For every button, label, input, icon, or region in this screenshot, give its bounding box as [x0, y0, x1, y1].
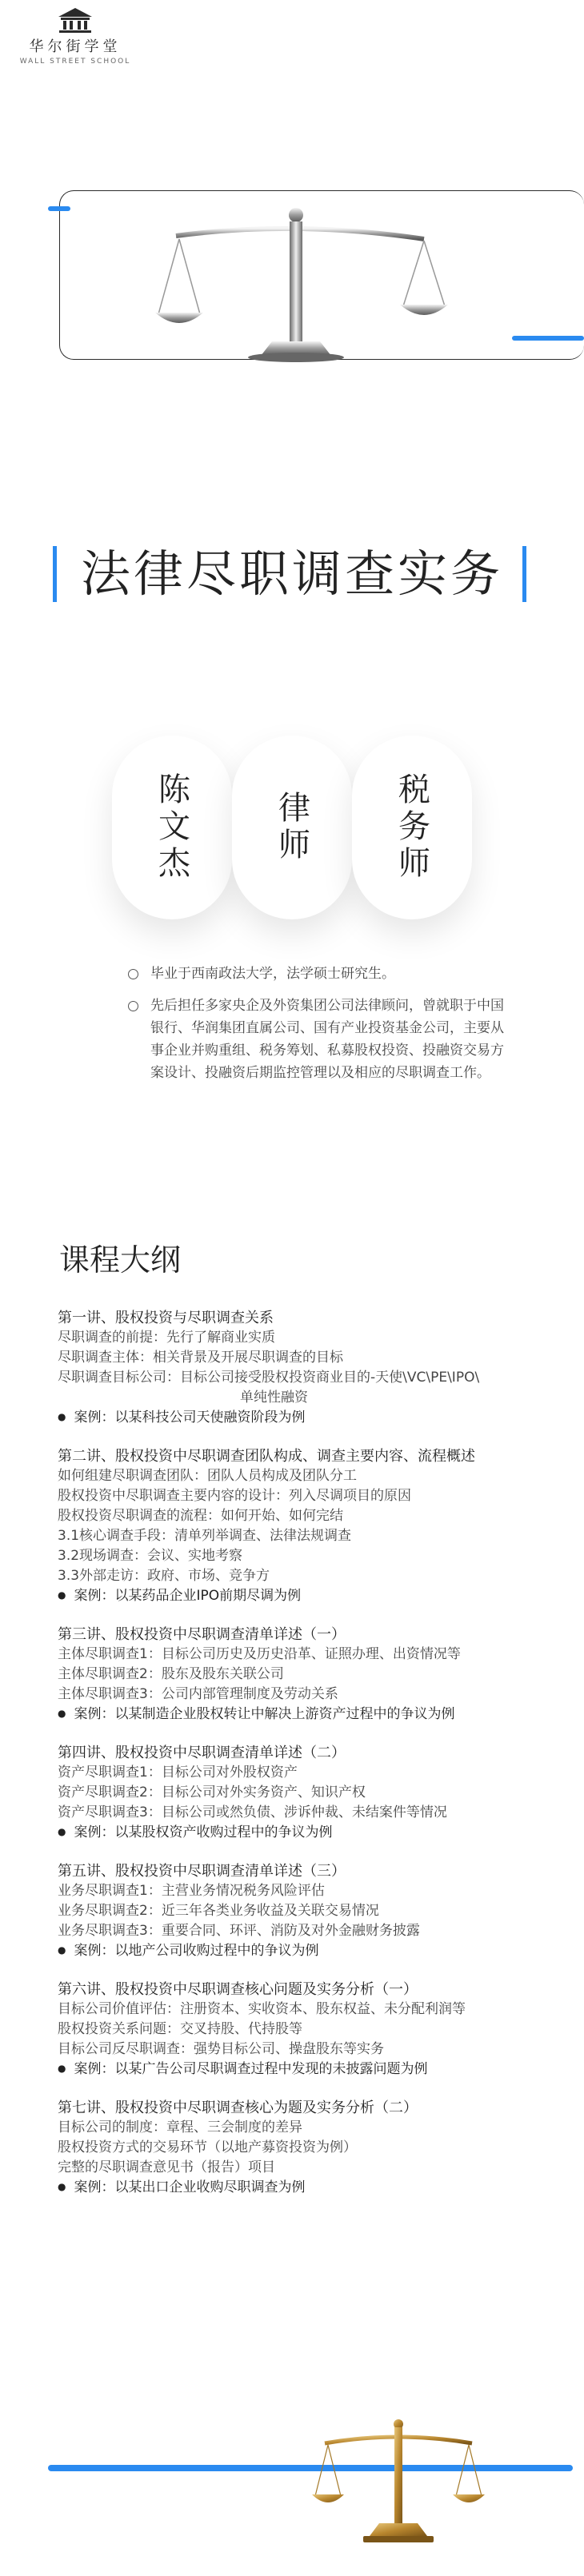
outline-section: [58, 1446, 538, 1607]
section-line: 如何组建尽职调查团队：团队人员构成及团队分工: [58, 1468, 357, 1484]
section-case: ● 案例：以某广告公司尽职调查过程中发现的未披露问题为例: [58, 2060, 538, 2080]
logo-name-en: WALL STREET SCHOOL: [19, 58, 131, 66]
lecturer-role2-card: [352, 736, 472, 919]
section-line: 业务尽职调查3：重要合同、环评、消防及对外金融财务披露: [58, 1923, 420, 1939]
section-line: 业务尽职调查1：主营业务情况税务风险评估: [58, 1883, 325, 1899]
section-line: 目标公司反尽职调查：强势目标公司、操盘股东等实务: [58, 2041, 384, 2057]
golden-scale-icon: [310, 2416, 486, 2544]
section-case: ● 案例：以某出口企业收购尽职调查为例: [58, 2178, 538, 2199]
bio-item: 先后担任多家央企及外资集团公司法律顾问，曾就职于中国银行、华润集团直属公司、国有产业投资基金公司，主要从事企业并购重组、税务筹划、私募股权投资、投融资交易方案设计、投融资后期监控管理以及相应的尽职调查工作。: [128, 995, 512, 1084]
section-line: 目标公司价值评估：注册资本、实收资本、股东权益、未分配利润等: [58, 2001, 466, 2017]
lecturer-role-card: [232, 736, 352, 919]
circle-bullet-icon: [128, 1001, 138, 1011]
justice-scale-icon: [152, 204, 464, 364]
section-line: 主体尽职调查3：公司内部管理制度及劳动关系: [58, 1686, 338, 1702]
section-title: 第七讲、股权投资中尽职调查核心为题及实务分析（二）: [58, 2099, 418, 2116]
title-bar-left: [53, 546, 57, 602]
logo-name-zh: 华尔街学堂: [29, 38, 122, 55]
section-case: ● 案例：以某制造企业股权转让中解决上游资产过程中的争议为例: [58, 1705, 538, 1725]
outline-section: [58, 1980, 538, 2080]
section-line: 3.1核心调查手段：清单列举调查、法律法规调查: [58, 1528, 352, 1544]
section-line: 主体尽职调查2：股东及股东关联公司: [58, 1666, 284, 1682]
section-title: 第五讲、股权投资中尽职调查清单详述（三）: [58, 1863, 346, 1880]
section-line: 股权投资尽职调查的流程：如何开始、如何完结: [58, 1508, 343, 1524]
outline-title: 课程大纲: [59, 1242, 182, 1278]
section-title: 第三讲、股权投资中尽职调查清单详述（一）: [58, 1626, 346, 1643]
section-line: 完整的尽职调查意见书（报告）项目: [58, 2159, 275, 2175]
section-line: 尽职调查的前提：先行了解商业实质: [58, 1330, 275, 1346]
section-title: 第二讲、股权投资中尽职调查团队构成、调查主要内容、流程概述: [58, 1448, 475, 1465]
section-line: 资产尽职调查3：目标公司或然负债、涉诉仲裁、未结案件等情况: [58, 1804, 447, 1820]
outline-section: [58, 1861, 538, 1962]
section-line: 尽职调查目标公司：目标公司接受股权投资商业目的-天使\VC\PE\IPO\ 单纯性融资: [58, 1368, 538, 1408]
section-line: 股权投资中尽职调查主要内容的设计：列入尽调项目的原因: [58, 1488, 411, 1504]
section-line: 股权投资关系问题：交叉持股、代持股等: [58, 2021, 302, 2037]
section-line-continued: 单纯性融资: [240, 1390, 308, 1406]
section-case: ● 案例：以某药品企业IPO前期尽调为例: [58, 1586, 538, 1607]
section-line: 资产尽职调查2：目标公司对外实务资产、知识产权: [58, 1784, 366, 1800]
lecturer-name: 陈文杰: [153, 772, 190, 883]
section-line: 资产尽职调查1：目标公司对外股权资产: [58, 1765, 298, 1780]
page-title: 法律尽职调查实务: [80, 544, 503, 603]
lecturer-role2: 税务师: [393, 772, 430, 883]
section-title: 第一讲、股权投资与尽职调查关系: [58, 1310, 274, 1326]
section-line: 股权投资方式的交易环节（以地产募资投资为例）: [58, 2139, 357, 2155]
section-line: 主体尽职调查1：目标公司历史及历史沿革、证照办理、出资情况等: [58, 1646, 461, 1662]
section-case: ● 案例：以地产公司收购过程中的争议为例: [58, 1941, 538, 1962]
outline-section: [58, 2098, 538, 2199]
accent-bar: [48, 206, 70, 211]
section-case: ● 案例：以某股权资产收购过程中的争议为例: [58, 1823, 538, 1844]
section-line: 目标公司的制度：章程、三会制度的差异: [58, 2119, 302, 2135]
section-line: 业务尽职调查2：近三年各类业务收益及关联交易情况: [58, 1903, 379, 1919]
outline-section: [58, 1308, 538, 1429]
lecturer-name-card: [112, 736, 232, 919]
outline-section: [58, 1743, 538, 1844]
section-line: 3.3外部走访：政府、市场、竞争方: [58, 1568, 270, 1584]
school-building-icon: [57, 6, 94, 34]
bio-item: 毕业于西南政法大学，法学硕士研究生。: [128, 963, 512, 985]
section-title: 第四讲、股权投资中尽职调查清单详述（二）: [58, 1745, 346, 1761]
section-title: 第六讲、股权投资中尽职调查核心问题及实务分析（一）: [58, 1981, 418, 1998]
accent-bar: [512, 336, 584, 341]
section-line: 尽职调查主体：相关背景及开展尽职调查的目标: [58, 1350, 343, 1366]
logo: [11, 6, 139, 66]
lecturer-role: 律师: [273, 791, 310, 864]
circle-bullet-icon: [128, 969, 138, 979]
section-line: 3.2现场调查：会议、实地考察: [58, 1548, 243, 1564]
section-case: ● 案例：以某科技公司天使融资阶段为例: [58, 1408, 538, 1429]
title-bar-right: [522, 546, 526, 602]
course-outline: [58, 1308, 538, 2216]
outline-section: [58, 1625, 538, 1725]
lecturer-bio: [128, 963, 512, 1094]
